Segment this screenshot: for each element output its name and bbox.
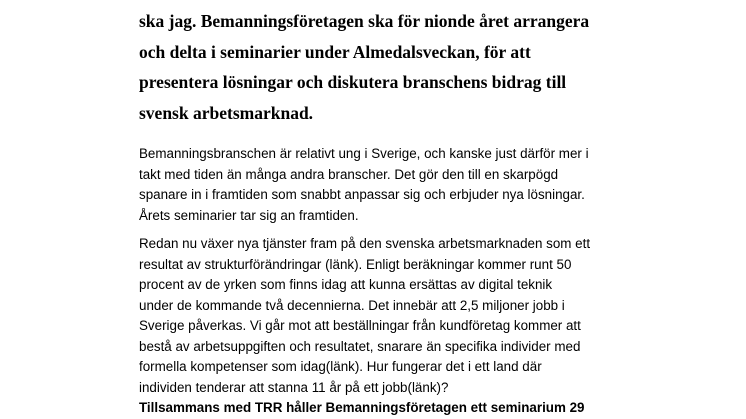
body-line: Redan nu växer nya tjänster fram på den svenska arbetsmarknaden som ett <box>139 236 591 251</box>
body-line: formella kompetenser som idag(länk). Hur fungerar det i ett land där <box>139 359 542 374</box>
body-line: Sverige påverkas. Vi går mot att beställningar från kundföretag kommer att <box>139 318 581 333</box>
body-line: Tillsammans med TRR håller Bemanningsföretagen ett seminarium 29 <box>139 400 585 415</box>
body-line: Årets seminarier tar sig an framtiden. <box>139 207 359 223</box>
body-line: procent av de yrken som finns idag att kunna ersättas av digital teknik <box>139 277 553 292</box>
body-line: bestå av arbetsuppgiften och resultatet, snarare än specifika individer med <box>139 338 581 354</box>
body-line: spanare in i framtiden som snabbt anpassar sig och erbjuder nya lösningar. <box>139 187 585 202</box>
lead-line: och delta i seminarier under Almedalsveckan, för att <box>139 41 531 62</box>
lead-line: presentera lösningar och diskutera branschens bidrag till <box>139 72 567 92</box>
body-paragraph-intro <box>139 144 639 226</box>
body-line: takt med tiden än många andra branscher. Det gör den till en skarpögd <box>139 166 559 182</box>
body-line: Bemanningsbranschen är relativt ung i Sverige, och kanske just därför mer i <box>139 146 589 161</box>
body-line: under de kommande två decennierna. Det innebär att 2,5 miljoner jobb i <box>139 297 565 313</box>
lead-paragraph <box>139 6 639 128</box>
body-line: individen tenderar att stanna 11 år på ett jobb(länk)? <box>139 379 449 395</box>
lead-line: ska jag. Bemanningsföretagen ska för nionde året arrangera <box>139 11 590 31</box>
lead-line: svensk arbetsmarknad. <box>139 102 314 123</box>
bold-paragraph-seminar <box>139 398 639 419</box>
body-paragraph-structural-change <box>139 234 639 398</box>
body-line: resultat av strukturförändringar (länk). Enligt beräkningar kommer runt 50 <box>139 256 572 272</box>
